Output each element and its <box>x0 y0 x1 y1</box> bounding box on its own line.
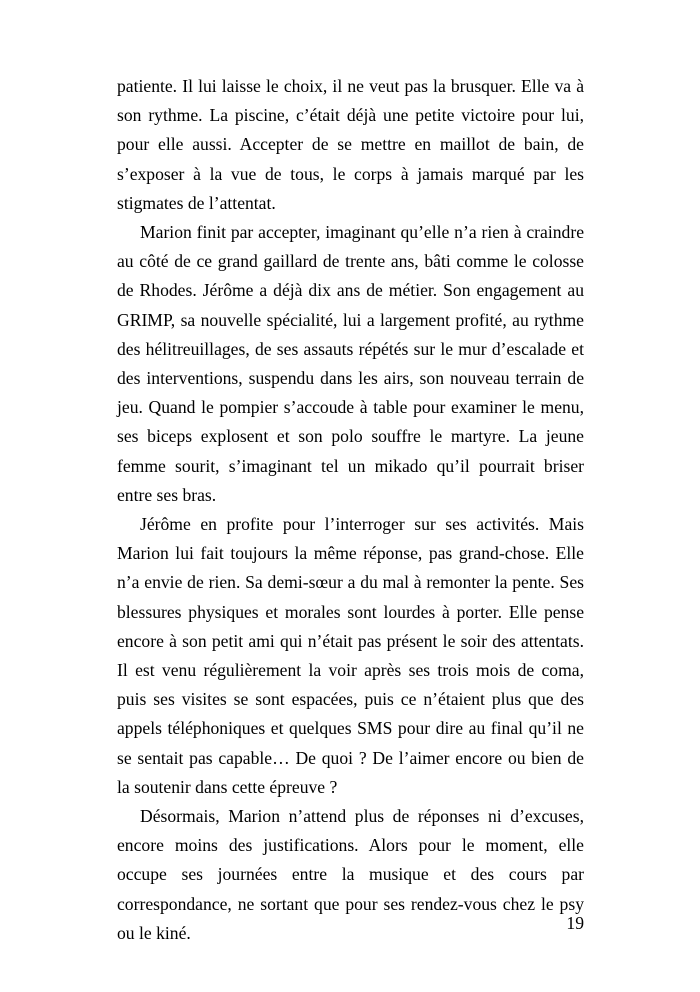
page-number: 19 <box>566 913 584 933</box>
paragraph-4: Désormais, Marion n’attend plus de réponses ni d’excuses, encore moins des justifications. Alors pour le moment, elle occupe ses journées entre la musique et des cours par correspondance, ne sortant que pour ses rendez-vous chez le psy ou le kiné. <box>117 806 584 943</box>
paragraph-2: Marion finit par accepter, imaginant qu’elle n’a rien à craindre au côté de ce grand gaillard de trente ans, bâti comme le colosse de Rhodes. Jérôme a déjà dix ans de métier. Son engagement au GRIMP, sa nouvelle spécialité, lui a largement profité, au rythme des hélitreuillages, de ses assauts répétés sur le mur d’escalade et des interventions, suspendu dans les airs, son nouveau terrain de jeu. Quand le pompier s’accoude à table pour examiner le menu, ses biceps explosent et son polo souffre le martyre. La jeune femme sourit, s’imaginant tel un mikado qu’il pourrait briser entre ses bras. <box>117 222 584 505</box>
body-text-block <box>117 72 584 948</box>
paragraph-1: patiente. Il lui laisse le choix, il ne veut pas la brusquer. Elle va à son rythme. La piscine, c’était déjà une petite victoire pour lui, pour elle aussi. Accepter de se mettre en maillot de bain, de s’exposer à la vue de tous, le corps à jamais marqué par les stigmates de l’attentat. <box>117 76 584 213</box>
paragraph-3: Jérôme en profite pour l’interroger sur ses activités. Mais Marion lui fait toujours la même réponse, pas grand-chose. Elle n’a envie de rien. Sa demi-sœur a du mal à remonter la pente. Ses blessures physiques et morales sont lourdes à porter. Elle pense encore à son petit ami qui n’était pas présent le soir des attentats. Il est venu régulièrement la voir après ses trois mois de coma, puis ses visites se sont espacées, puis ce n’étaient plus que des appels téléphoniques et quelques SMS pour dire au final qu’il ne se sentait pas capable… De quoi ? De l’aimer encore ou bien de la soutenir dans cette épreuve ? <box>117 514 584 797</box>
